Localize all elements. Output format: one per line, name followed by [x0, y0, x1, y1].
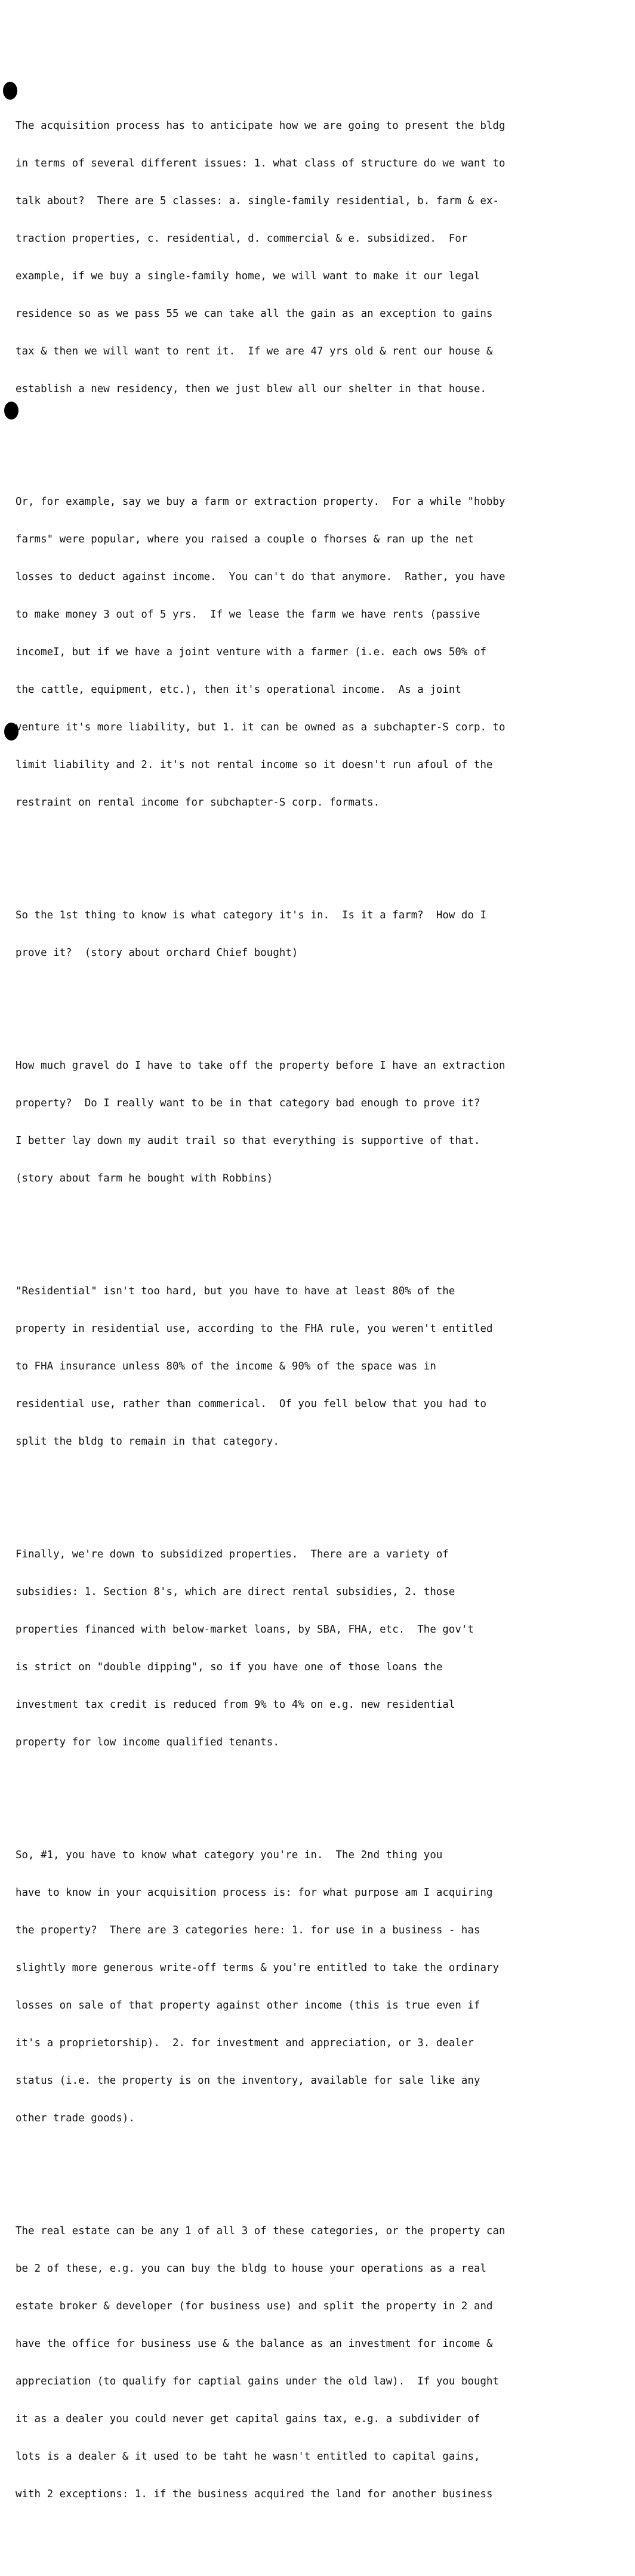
- paragraph-gravel-extraction: [16, 1035, 624, 1210]
- text-line: it's a proprietorship). 2. for investment and appreciation, or 3. dealer: [16, 2037, 474, 2049]
- text-line: property in residential use, according to the FHA rule, you weren't entitled: [16, 1323, 493, 1335]
- text-line: the cattle, equipment, etc.), then it's operational income. As a joint: [16, 684, 461, 696]
- text-line: establish a new residency, then we just blew all our shelter in that house.: [16, 383, 487, 395]
- text-line: have to know in your acquisition process is: for what purpose am I acquiring: [16, 1887, 493, 1899]
- text-line: appreciation (to qualify for captial gains under the old law). If you bought: [16, 2376, 500, 2387]
- text-line: venture it's more liability, but 1. it can be owned as a subchapter-S corp. to: [16, 721, 505, 733]
- text-line: The acquisition process has to anticipate how we are going to present the bldg: [16, 120, 505, 132]
- text-line: property for low income qualified tenants.: [16, 1736, 279, 1748]
- text-line: How much gravel do I have to take off the property before I have an extraction: [16, 1060, 505, 1072]
- text-line: "Residential" isn't too hard, but you have to have at least 80% of the: [16, 1285, 455, 1297]
- text-line: incomeI, but if we have a joint venture with a farmer (i.e. each ows 50% of: [16, 646, 487, 658]
- text-line: slightly more generous write-off terms & you're entitled to take the ordinary: [16, 1962, 500, 1974]
- paragraph-subsidized: [16, 1523, 624, 1774]
- paragraph-residential: [16, 1260, 624, 1473]
- text-line: have the office for business use & the balance as an investment for income &: [16, 2338, 493, 2350]
- text-line: investment tax credit is reduced from 9% to 4% on e.g. new residential: [16, 1699, 455, 1711]
- text-line: limit liability and 2. it's not rental income so it doesn't run afoul of the: [16, 759, 493, 771]
- text-line: talk about? There are 5 classes: a. single-family residential, b. farm & ex-: [16, 195, 500, 207]
- text-line: Finally, we're down to subsidized properties. There are a variety of: [16, 1548, 449, 1560]
- text-line: prove it? (story about orchard Chief bought): [16, 947, 298, 959]
- text-line: losses on sale of that property against other income (this is true even if: [16, 2000, 480, 2012]
- document-body: [16, 57, 624, 2576]
- text-line: subsidies: 1. Section 8's, which are direct rental subsidies, 2. those: [16, 1586, 455, 1598]
- text-line: tax & then we will want to rent it. If we are 47 yrs old & rent our house &: [16, 345, 493, 357]
- text-line: The real estate can be any 1 of all 3 of these categories, or the property can: [16, 2225, 505, 2237]
- text-line: split the bldg to remain in that category.: [16, 1436, 279, 1448]
- text-line: traction properties, c. residential, d. commercial & e. subsidized. For: [16, 233, 468, 245]
- text-line: in terms of several different issues: 1. what class of structure do we want to: [16, 158, 505, 169]
- paragraph-acquisition-purpose: [16, 1824, 624, 2150]
- text-line: I better lay down my audit trail so that everything is supportive of that.: [16, 1135, 480, 1147]
- paragraph-category-question: [16, 884, 624, 985]
- paragraph-real-estate-categories: [16, 2200, 624, 2526]
- text-line: other trade goods).: [16, 2112, 135, 2124]
- paragraph-acquisition-process: [16, 95, 624, 421]
- text-line: the property? There are 3 categories here: 1. for use in a business - has: [16, 1924, 480, 1936]
- text-line: So the 1st thing to know is what category it's in. Is it a farm? How do I: [16, 909, 487, 921]
- text-line: be 2 of these, e.g. you can buy the bldg to house your operations as a real: [16, 2263, 487, 2275]
- text-line: So, #1, you have to know what category you're in. The 2nd thing you: [16, 1849, 443, 1861]
- text-line: (story about farm he bought with Robbins): [16, 1173, 273, 1184]
- text-line: to FHA insurance unless 80% of the income & 90% of the space was in: [16, 1361, 436, 1372]
- text-line: property? Do I really want to be in that category bad enough to prove it?: [16, 1097, 480, 1109]
- text-line: with 2 exceptions: 1. if the business acquired the land for another business: [16, 2488, 493, 2500]
- text-line: example, if we buy a single-family home, we will want to make it our legal: [16, 270, 480, 282]
- paragraph-farm-extraction: [16, 471, 624, 834]
- text-line: lots is a dealer & it used to be taht he wasn't entitled to capital gains,: [16, 2451, 480, 2463]
- text-line: is strict on "double dipping", so if you have one of those loans the: [16, 1661, 443, 1673]
- text-line: it as a dealer you could never get capital gains tax, e.g. a subdivider of: [16, 2413, 480, 2425]
- text-line: residence so as we pass 55 we can take all the gain as an exception to gains: [16, 308, 493, 320]
- text-line: status (i.e. the property is on the inventory, available for sale like any: [16, 2075, 480, 2087]
- text-line: farms" were popular, where you raised a couple o fhorses & ran up the net: [16, 533, 474, 545]
- text-line: residential use, rather than commerical. Of you fell below that you had to: [16, 1398, 487, 1410]
- text-line: Or, for example, say we buy a farm or extraction property. For a while "hobby: [16, 496, 505, 508]
- text-line: properties financed with below-market loans, by SBA, FHA, etc. The gov't: [16, 1624, 474, 1636]
- text-line: losses to deduct against income. You can't do that anymore. Rather, you have: [16, 571, 505, 583]
- text-line: estate broker & developer (for business use) and split the property in 2 and: [16, 2300, 493, 2312]
- text-line: restraint on rental income for subchapter-S corp. formats.: [16, 797, 380, 809]
- text-line: to make money 3 out of 5 yrs. If we lease the farm we have rents (passive: [16, 609, 480, 621]
